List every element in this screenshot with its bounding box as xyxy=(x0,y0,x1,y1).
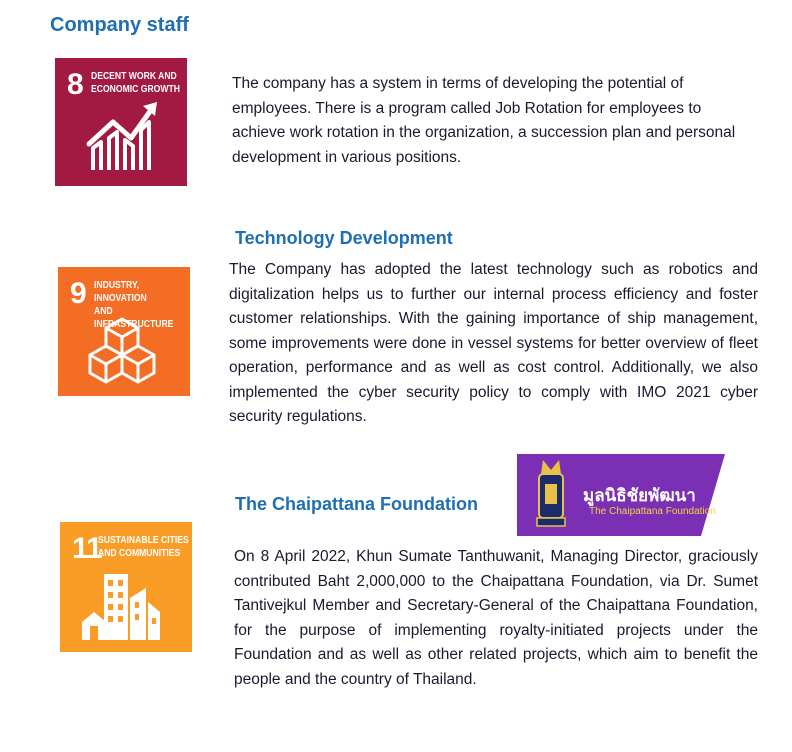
sdg8-label: DECENT WORK AND ECONOMIC GROWTH xyxy=(91,70,180,95)
sdg9-label: INDUSTRY, INNOVATION AND INFRASTRUCTURE xyxy=(94,279,174,330)
technology-paragraph: The Company has adopted the latest technology such as robotics and digitalization helps us to further our internal process efficiency and foster customer relationships. With the gaining importance of ship management, some improvements were done in vessel systems for better overview of fleet operation, performance and as well as cost control. Additionally, we also implemented the cyber security policy to comply with IMO 2021 cyber security regulations. xyxy=(229,261,758,425)
chaipattana-logo-english: The Chaipattana Foundation xyxy=(589,506,716,517)
city-buildings-icon xyxy=(60,522,188,652)
chaipattana-logo xyxy=(517,454,725,536)
sdg11-label: SUSTAINABLE CITIES AND COMMUNITIES xyxy=(98,534,189,559)
cubes-icon xyxy=(58,267,186,396)
sdg11-number: 11 xyxy=(72,532,102,565)
section-title: Company staff xyxy=(50,14,189,36)
chaipattana-logo-thai: มูลนิธิชัยพัฒนา xyxy=(583,486,696,505)
growth-chart-icon xyxy=(55,58,187,186)
staff-paragraph: The company has a system in terms of developing the potential of employees. There is a program called Job Rotation for employees to achieve work rotation in the organization, a succession plan and personal development in various positions. xyxy=(232,75,736,166)
chaipattana-title: The Chaipattana Foundation xyxy=(235,494,478,514)
sdg8-number: 8 xyxy=(67,68,83,101)
sdg11-tile xyxy=(60,522,192,652)
sdg9-number: 9 xyxy=(70,277,86,310)
sdg8-tile xyxy=(55,58,187,186)
sdg9-tile xyxy=(58,267,190,396)
chaipattana-paragraph: On 8 April 2022, Khun Sumate Tanthuwanit, Managing Director, graciously contributed Baht 2,000,000 to the Chaipattana Foundation, via Dr. Sumet Tantivejkul Member and Secretary-General of the Chaipattana Foundation, for the purpose of implementing royalty-initiated projects under the Foundation and as well as other related projects, which aim to benefit the people and the country of Thailand. xyxy=(234,548,758,688)
technology-title: Technology Development xyxy=(235,228,453,248)
